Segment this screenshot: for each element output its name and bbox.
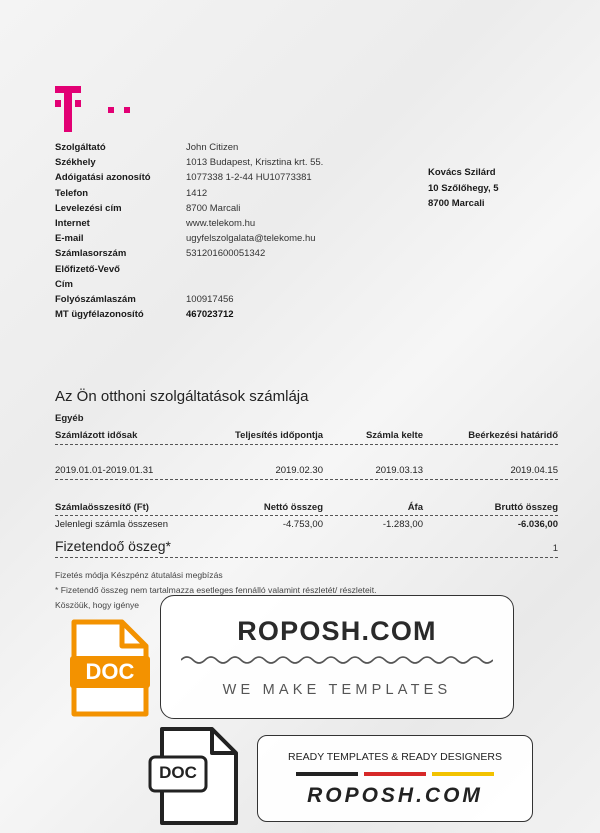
col-header: Áfa bbox=[407, 502, 423, 513]
invoice-heading: Az Ön otthoni szolgáltatások számlája bbox=[55, 388, 309, 405]
period-table bbox=[55, 430, 558, 480]
watermark-subtitle: WE MAKE TEMPLATES bbox=[222, 682, 452, 698]
info-row bbox=[55, 170, 323, 185]
note-line: * Fizetendő összeg nem tartalmazza esetleges fennálló valamint részletét/ részleteit. bbox=[55, 585, 377, 595]
watermark-badge bbox=[160, 595, 514, 719]
amount-due-row bbox=[55, 538, 558, 558]
info-label: Telefon bbox=[55, 187, 89, 199]
info-value: 467023712 bbox=[186, 309, 234, 321]
doc-label: DOC bbox=[85, 659, 135, 684]
watermark-title: ROPOSH.COM bbox=[237, 616, 437, 646]
info-label: Számlasorszám bbox=[55, 248, 127, 260]
flag-bar-black bbox=[296, 772, 358, 776]
info-label: Szolgáltató bbox=[55, 142, 106, 153]
section-label: Egyéb bbox=[55, 413, 84, 424]
info-value: 100917456 bbox=[186, 294, 234, 306]
customer-name: Kovács Szilárd bbox=[428, 167, 496, 178]
info-row bbox=[55, 140, 323, 155]
customer-street: 10 Szőlőhegy, 5 bbox=[428, 182, 499, 194]
info-value: www.telekom.hu bbox=[186, 218, 256, 230]
cell: -1.283,00 bbox=[382, 519, 423, 530]
summary-header-row bbox=[55, 502, 558, 516]
info-row bbox=[55, 155, 323, 170]
provider-info bbox=[55, 140, 323, 322]
info-label: Előfizető-Vevő bbox=[55, 263, 120, 275]
info-label: Adóigatási azonosító bbox=[55, 172, 151, 184]
info-row bbox=[55, 231, 323, 246]
info-label: Folyószámlaszám bbox=[55, 294, 136, 306]
info-value: 1013 Budapest, Krisztina krt. 55. bbox=[186, 157, 324, 169]
info-value: 1412 bbox=[186, 187, 208, 199]
amount-due-value: 1 bbox=[552, 543, 558, 554]
logo-dot bbox=[108, 107, 114, 113]
watermark-badge bbox=[257, 735, 533, 822]
col-header: Teljesítés időpontja bbox=[235, 430, 323, 441]
info-label: Székhely bbox=[55, 157, 96, 169]
info-label: MT ügyfélazonosító bbox=[55, 309, 144, 321]
info-label: Internet bbox=[55, 218, 90, 230]
col-header: Nettó összeg bbox=[263, 502, 323, 513]
info-value: 531201600051342 bbox=[186, 248, 266, 260]
period-header-row bbox=[55, 430, 558, 445]
cell: 2019.02.30 bbox=[275, 465, 323, 476]
col-header: Beérkezési határidő bbox=[468, 430, 558, 441]
cell: 2019.01.01-2019.01.31 bbox=[55, 465, 154, 476]
info-row bbox=[55, 201, 323, 216]
watermark-title-2: ROPOSH.COM bbox=[307, 784, 483, 807]
summary-value-row bbox=[55, 516, 558, 533]
amount-due-label: Fizetendoő öszeg* bbox=[55, 538, 171, 554]
cell: -6.036,00 bbox=[517, 519, 558, 530]
cell: 2019.03.13 bbox=[375, 465, 423, 476]
info-row bbox=[55, 292, 323, 307]
logo-dot bbox=[124, 107, 130, 113]
cell: -4.753,00 bbox=[282, 519, 323, 530]
telekom-t-logo bbox=[55, 86, 81, 132]
info-row bbox=[55, 246, 323, 261]
col-header: Bruttó összeg bbox=[494, 502, 558, 513]
info-row bbox=[55, 307, 323, 322]
info-value: John Citizen bbox=[186, 142, 239, 153]
watermark-tagline: READY TEMPLATES & READY DESIGNERS bbox=[288, 751, 502, 763]
info-value: 8700 Marcali bbox=[186, 202, 241, 214]
info-label: Levelezési cím bbox=[55, 202, 122, 214]
col-header: Számla kelte bbox=[365, 430, 423, 441]
info-row bbox=[55, 186, 323, 201]
info-row bbox=[55, 277, 323, 292]
info-row bbox=[55, 262, 323, 277]
doc-label: DOC bbox=[159, 763, 197, 782]
flag-bar-red bbox=[364, 772, 426, 776]
doc-file-icon bbox=[70, 618, 150, 718]
customer-address bbox=[428, 165, 499, 212]
cell: Jelenlegi számla összesen bbox=[55, 519, 169, 530]
summary-table bbox=[55, 502, 558, 533]
info-value: ugyfelszolgalata@telekome.hu bbox=[186, 233, 316, 245]
info-label: Cím bbox=[55, 278, 73, 290]
info-label: E-mail bbox=[55, 233, 84, 245]
customer-city: 8700 Marcali bbox=[428, 198, 485, 209]
note-line: Köszöük, hogy igénye bbox=[55, 600, 140, 610]
flag-bar-yellow bbox=[432, 772, 494, 776]
cell: 2019.04.15 bbox=[510, 465, 558, 476]
col-header: Számlázott idősak bbox=[55, 430, 138, 441]
col-header: Számlaösszesítő (Ft) bbox=[55, 502, 149, 513]
note-line: Fizetés módja Készpénz átutalási megbízás bbox=[55, 570, 223, 580]
info-row bbox=[55, 216, 323, 231]
info-value: 1077338 1-2-44 HU10773381 bbox=[186, 172, 312, 184]
period-value-row bbox=[55, 462, 558, 480]
wave-divider bbox=[181, 654, 493, 666]
doc-file-icon bbox=[148, 725, 240, 827]
